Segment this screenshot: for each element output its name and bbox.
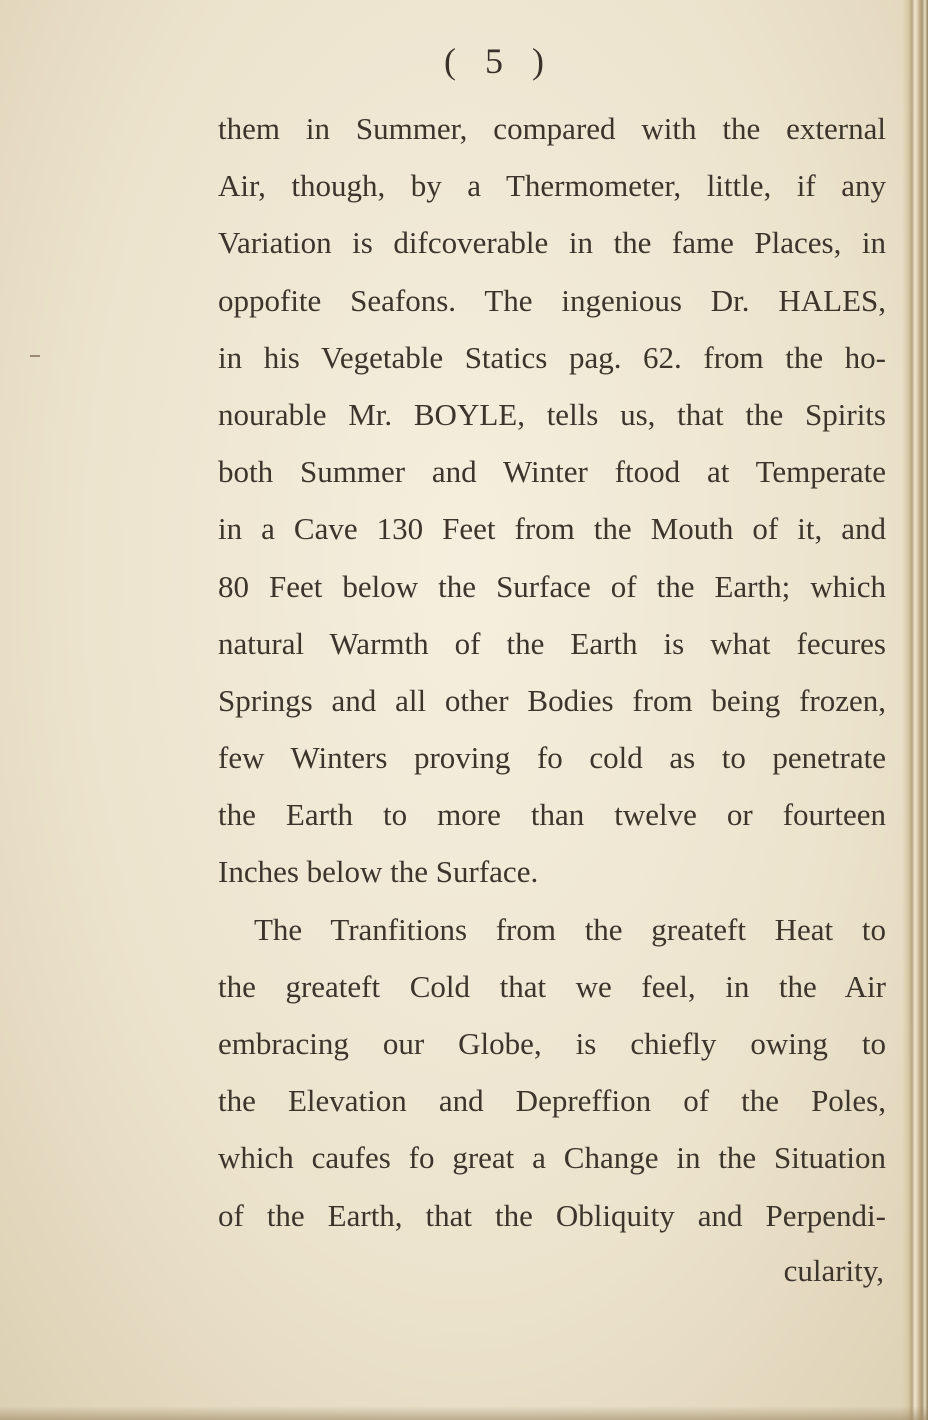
- text-line: nourable Mr. BOYLE, tells us, that the Spirits: [218, 396, 886, 432]
- text-line: Inches below the Surface.: [218, 854, 539, 890]
- text-line: The Tranfitions from the greateft Heat to: [254, 911, 886, 947]
- text-line: which caufes fo great a Change in the Situation: [218, 1140, 886, 1176]
- text-line: the greateft Cold that we feel, in the Air: [218, 968, 886, 1004]
- text-line: in a Cave 130 Feet from the Mouth of it, and: [218, 511, 886, 547]
- text-line: few Winters proving fo cold as to penetrate: [218, 740, 886, 776]
- margin-mark: [30, 355, 40, 357]
- text-line: them in Summer, compared with the external: [218, 111, 886, 146]
- text-line: Air, though, by a Thermometer, little, if any: [218, 168, 886, 204]
- page-edge: [902, 0, 928, 1420]
- text-line: 80 Feet below the Surface of the Earth; which: [218, 568, 886, 604]
- catchword: cularity,: [783, 1253, 884, 1288]
- text-line: in his Vegetable Statics pag. 62. from the ho-: [218, 339, 886, 375]
- body-text: [218, 100, 886, 1244]
- text-line: the Earth to more than twelve or fourteen: [218, 797, 886, 833]
- page-bottom-shadow: [0, 1406, 928, 1420]
- text-line: embracing our Globe, is chiefly owing to: [218, 1026, 886, 1061]
- page-number: ( 5 ): [444, 41, 554, 81]
- text-line: Variation is difcoverable in the fame Places, in: [218, 225, 886, 261]
- text-line: oppofite Seafons. The ingenious Dr. HALES,: [218, 282, 886, 318]
- text-line: the Elevation and Depreffion of the Poles,: [218, 1083, 886, 1119]
- text-line: both Summer and Winter ftood at Temperate: [218, 454, 886, 490]
- text-line: Springs and all other Bodies from being frozen,: [218, 682, 886, 718]
- text-line: natural Warmth of the Earth is what fecures: [218, 625, 886, 661]
- text-line: of the Earth, that the Obliquity and Perpendi-: [218, 1197, 886, 1233]
